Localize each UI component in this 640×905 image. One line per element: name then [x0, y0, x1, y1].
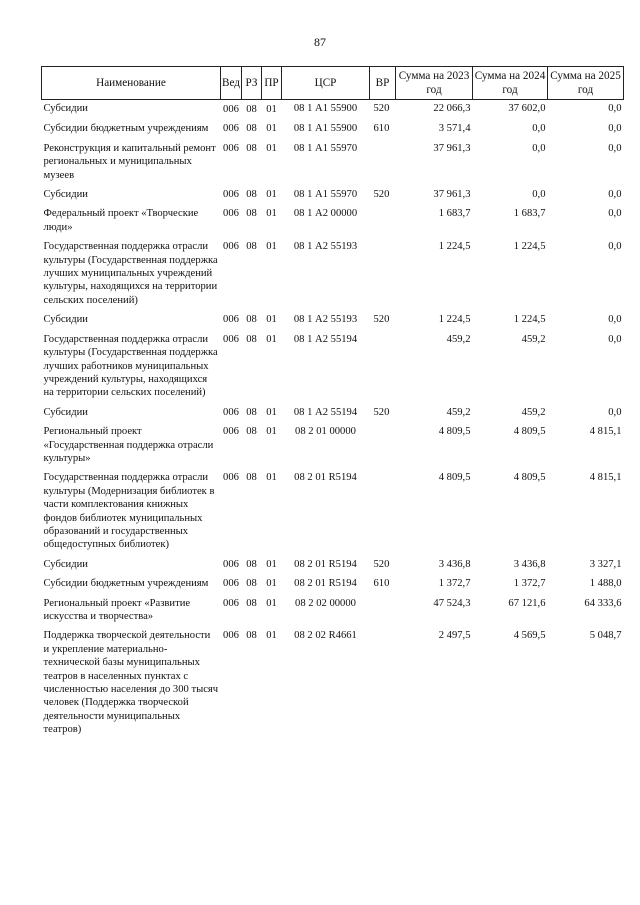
- cell-ved: 006: [223, 314, 239, 326]
- cell-sum-2024: 0,0: [532, 123, 546, 135]
- cell-csr: 08 2 01 R5194: [294, 472, 357, 484]
- table-row: [42, 403, 624, 422]
- header-sum-2023: Сумма на 2023 год: [396, 67, 473, 100]
- cell-sum-2025: 0,0: [608, 189, 622, 201]
- cell-sum-2023: 4 809,5: [438, 426, 471, 438]
- cell-pr: 01: [266, 241, 277, 253]
- header-pr: ПР: [262, 67, 282, 100]
- cell-ved: 006: [223, 472, 239, 484]
- cell-sum-2024: 459,2: [521, 333, 546, 345]
- cell-ved: 006: [223, 578, 239, 590]
- cell-ved: 006: [223, 558, 239, 570]
- cell-sum-2024: 1 372,7: [513, 578, 546, 590]
- table-row: [42, 574, 624, 593]
- cell-sum-2025: 3 327,1: [589, 558, 622, 570]
- cell-csr: 08 2 01 R5194: [294, 578, 357, 590]
- cell-sum-2023: 3 436,8: [438, 558, 471, 570]
- table-row: [42, 100, 624, 120]
- cell-sum-2025: 4 815,1: [589, 472, 622, 484]
- cell-sum-2023: 37 961,3: [433, 189, 471, 201]
- cell-name: Субсидии: [43, 103, 88, 114]
- cell-vr: [370, 422, 396, 468]
- cell-sum-2025: 0,0: [608, 406, 622, 418]
- table-row: [42, 422, 624, 468]
- cell-pr: 01: [266, 333, 277, 345]
- cell-vr: [370, 468, 396, 554]
- cell-csr: 08 1 А1 55970: [293, 189, 358, 201]
- cell-rz: 08: [246, 123, 257, 135]
- cell-rz: 08: [246, 558, 257, 570]
- header-csr: ЦСР: [282, 67, 370, 100]
- cell-sum-2024: 4 809,5: [513, 426, 546, 438]
- cell-vr: 520: [373, 406, 390, 418]
- cell-sum-2023: 37 961,3: [433, 142, 471, 154]
- cell-ved: 006: [223, 597, 239, 609]
- table-row: [42, 555, 624, 574]
- cell-pr: 01: [266, 208, 277, 220]
- cell-sum-2023: 47 524,3: [433, 597, 471, 609]
- cell-rz: 08: [246, 314, 257, 326]
- cell-ved: 006: [223, 142, 239, 154]
- cell-sum-2025: 0,0: [608, 241, 622, 253]
- cell-pr: 01: [266, 630, 277, 642]
- cell-ved: 006: [223, 241, 239, 253]
- cell-name: Субсидии: [43, 406, 88, 418]
- table-row: [42, 594, 624, 627]
- cell-csr: 08 1 А1 55970: [293, 142, 358, 154]
- cell-rz: 08: [246, 142, 257, 154]
- cell-pr: 01: [266, 597, 277, 609]
- cell-sum-2023: 2 497,5: [438, 630, 471, 642]
- table-row: [42, 139, 624, 185]
- cell-rz: 08: [246, 208, 257, 220]
- cell-sum-2025: 0,0: [608, 142, 622, 154]
- cell-sum-2023: 1 683,7: [438, 208, 471, 220]
- cell-ved: 006: [223, 406, 239, 418]
- cell-sum-2025: 0,0: [608, 103, 622, 114]
- cell-vr: [370, 626, 396, 739]
- cell-vr: [370, 330, 396, 403]
- cell-rz: 08: [246, 241, 257, 253]
- table-row: [42, 119, 624, 138]
- cell-sum-2024: 4 569,5: [513, 630, 546, 642]
- cell-csr: 08 1 А1 55900: [293, 103, 358, 114]
- cell-vr: 520: [373, 314, 390, 326]
- cell-sum-2023: 3 571,4: [438, 123, 471, 135]
- cell-rz: 08: [246, 597, 257, 609]
- cell-vr: [370, 594, 396, 627]
- header-rz: РЗ: [242, 67, 262, 100]
- cell-vr: [370, 204, 396, 237]
- cell-vr: [370, 139, 396, 185]
- cell-sum-2024: 1 224,5: [513, 314, 546, 326]
- cell-pr: 01: [266, 142, 277, 154]
- cell-vr: 520: [373, 189, 390, 201]
- cell-name: Государственная поддержка отрасли культуры (Модернизация библиотек в части комплектования книжных фондов библиотек муниципальных образований и государственных общедоступных библиотек): [43, 472, 215, 551]
- cell-csr: 08 1 А2 55194: [293, 406, 358, 418]
- cell-sum-2023: 1 224,5: [438, 314, 471, 326]
- cell-vr: 610: [373, 578, 390, 590]
- cell-name: Региональный проект «Развитие искусства и творчества»: [43, 597, 191, 622]
- cell-ved: 006: [223, 630, 239, 642]
- cell-csr: 08 2 02 00000: [295, 597, 356, 609]
- cell-rz: 08: [246, 426, 257, 438]
- cell-pr: 01: [266, 578, 277, 590]
- cell-sum-2025: 0,0: [608, 123, 622, 135]
- cell-sum-2025: 1 488,0: [589, 578, 622, 590]
- cell-ved: 006: [223, 123, 239, 135]
- table-header-row: [42, 67, 624, 100]
- cell-pr: 01: [266, 426, 277, 438]
- cell-sum-2024: 1 683,7: [513, 208, 546, 220]
- cell-csr: 08 1 А2 55194: [293, 333, 358, 345]
- header-vr: ВР: [370, 67, 396, 100]
- cell-pr: 01: [266, 123, 277, 135]
- page-number: 87: [314, 35, 326, 49]
- cell-csr: 08 1 А2 55193: [293, 314, 358, 326]
- cell-name: Поддержка творческой деятельности и укрепление материально-технической базы муниципальных театров в населенных пунктах с численностью населения до 300 тысяч человек (Поддержка творческой деятельности муниципальных театров): [43, 630, 219, 736]
- table-row: [42, 310, 624, 329]
- cell-ved: 006: [223, 104, 239, 115]
- cell-name: Субсидии бюджетным учреждениям: [43, 578, 209, 590]
- cell-vr: 610: [373, 123, 390, 135]
- cell-name: Реконструкция и капитальный ремонт региональных и муниципальных музеев: [43, 142, 216, 181]
- cell-sum-2024: 1 224,5: [513, 241, 546, 253]
- cell-sum-2025: 0,0: [608, 314, 622, 326]
- cell-ved: 006: [223, 208, 239, 220]
- cell-rz: 08: [246, 189, 257, 201]
- cell-csr: 08 2 01 00000: [295, 426, 356, 438]
- cell-sum-2025: 0,0: [608, 208, 622, 220]
- cell-rz: 08: [246, 333, 257, 345]
- table-body: [42, 100, 624, 740]
- header-sum-2025: Сумма на 2025 год: [548, 67, 624, 100]
- cell-sum-2024: 3 436,8: [513, 558, 546, 570]
- table-row: [42, 237, 624, 310]
- header-sum-2024: Сумма на 2024 год: [473, 67, 548, 100]
- cell-name: Региональный проект «Государственная поддержка отрасли культуры»: [43, 426, 214, 464]
- header-name: Наименование: [42, 67, 221, 100]
- cell-pr: 01: [266, 406, 277, 418]
- cell-name: Государственная поддержка отрасли культуры (Государственная поддержка лучших муниципальных учреждений культуры, находящихся на территории сельских поселений): [43, 241, 218, 306]
- cell-ved: 006: [223, 333, 239, 345]
- cell-csr: 08 2 01 R5194: [294, 558, 357, 570]
- cell-sum-2025: 64 333,6: [584, 597, 622, 609]
- cell-sum-2023: 1 372,7: [438, 578, 471, 590]
- cell-sum-2024: 0,0: [532, 142, 546, 154]
- cell-rz: 08: [246, 104, 257, 115]
- cell-name: Федеральный проект «Творческие люди»: [43, 208, 199, 233]
- cell-pr: 01: [266, 189, 277, 201]
- table-row: [42, 468, 624, 554]
- cell-pr: 01: [266, 558, 277, 570]
- cell-sum-2023: 4 809,5: [438, 472, 471, 484]
- cell-ved: 006: [223, 189, 239, 201]
- table-row: [42, 185, 624, 204]
- cell-vr: 520: [373, 558, 390, 570]
- cell-sum-2023: 22 066,3: [433, 103, 471, 114]
- cell-vr: [370, 237, 396, 310]
- cell-name: Субсидии: [43, 189, 88, 201]
- cell-sum-2024: 459,2: [521, 406, 546, 418]
- cell-pr: 01: [266, 104, 277, 115]
- cell-name: Субсидии: [43, 314, 88, 326]
- cell-csr: 08 1 А2 55193: [293, 241, 358, 253]
- cell-sum-2024: 4 809,5: [513, 472, 546, 484]
- cell-sum-2024: 67 121,6: [508, 597, 546, 609]
- cell-vr: 520: [373, 103, 390, 114]
- table-row: [42, 330, 624, 403]
- table-row: [42, 626, 624, 739]
- cell-csr: 08 2 02 R4661: [294, 630, 357, 642]
- header-ved: Вед: [221, 67, 242, 100]
- cell-sum-2025: 0,0: [608, 333, 622, 345]
- cell-csr: 08 1 А1 55900: [293, 123, 358, 135]
- cell-csr: 08 1 А2 00000: [293, 208, 358, 220]
- cell-sum-2025: 4 815,1: [589, 426, 622, 438]
- cell-rz: 08: [246, 630, 257, 642]
- cell-sum-2023: 459,2: [446, 406, 471, 418]
- table-row: [42, 204, 624, 237]
- cell-ved: 006: [223, 426, 239, 438]
- cell-pr: 01: [266, 472, 277, 484]
- cell-sum-2023: 459,2: [446, 333, 471, 345]
- cell-sum-2025: 5 048,7: [589, 630, 622, 642]
- cell-rz: 08: [246, 472, 257, 484]
- cell-name: Субсидии: [43, 558, 88, 570]
- cell-sum-2024: 37 602,0: [508, 103, 546, 114]
- budget-table: [41, 66, 624, 740]
- cell-name: Субсидии бюджетным учреждениям: [43, 123, 209, 135]
- cell-sum-2024: 0,0: [532, 189, 546, 201]
- cell-sum-2023: 1 224,5: [438, 241, 471, 253]
- cell-name: Государственная поддержка отрасли культуры (Государственная поддержка лучших работников муниципальных учреждений культуры, находящихся на территории сельских поселений): [43, 333, 218, 399]
- cell-rz: 08: [246, 578, 257, 590]
- cell-pr: 01: [266, 314, 277, 326]
- cell-rz: 08: [246, 406, 257, 418]
